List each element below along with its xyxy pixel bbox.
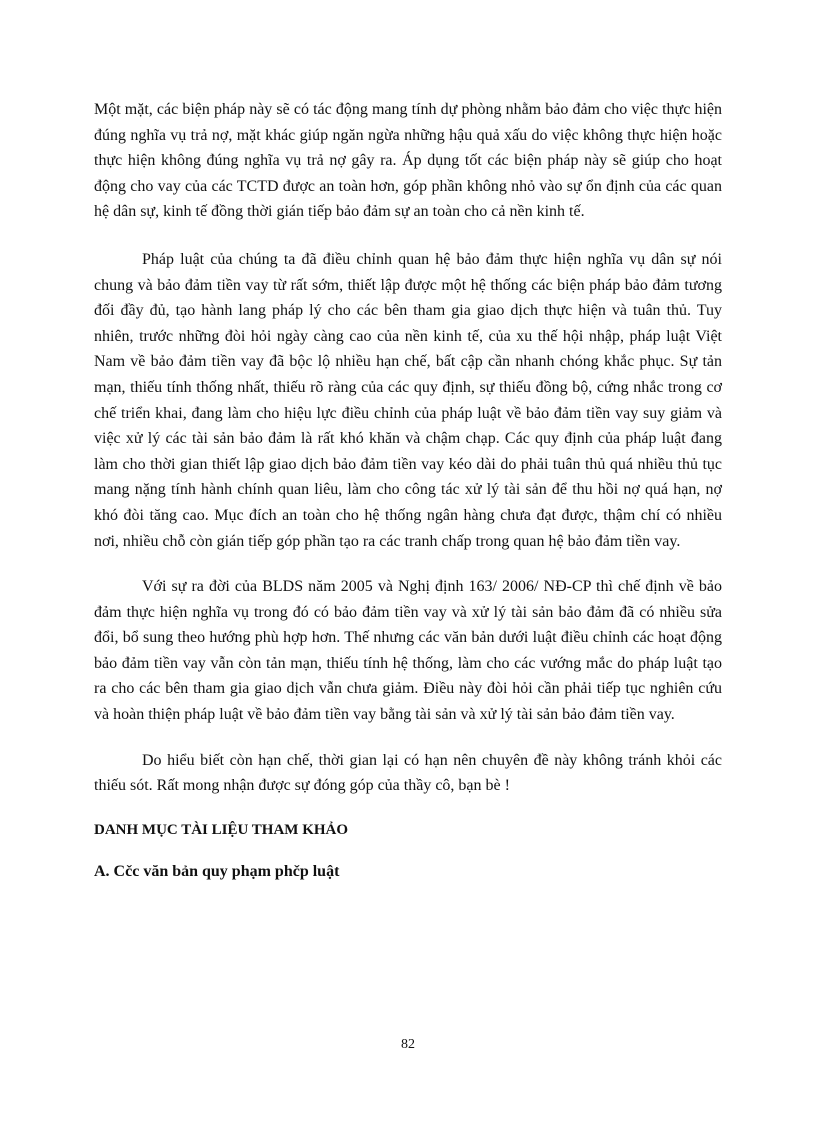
body-paragraph-1: Một mặt, các biện pháp này sẽ có tác động mang tính dự phòng nhằm bảo đảm cho việc thực hiện đúng nghĩa vụ trả nợ, mặt khác giúp ngăn ngừa những hậu quả xấu do việc không thực hiện hoặc thực hiện không đúng nghĩa vụ trả nợ gây ra. Áp dụng tốt các biện pháp này sẽ giúp cho hoạt động cho vay của các TCTD được an toàn hơn, góp phần không nhỏ vào sự ổn định của các quan hệ dân sự, kinh tế đồng thời gián tiếp bảo đảm sự an toàn cho cả nền kinh tế. (94, 101, 722, 221)
page-number: 82 (401, 1037, 415, 1052)
section-a-heading: A. Cčc văn bản quy phạm phčp luật (94, 862, 340, 880)
document-page (94, 97, 722, 883)
references-heading: DANH MỤC TÀI LIỆU THAM KHẢO (94, 821, 349, 838)
body-paragraph-3: Với sự ra đời của BLDS năm 2005 và Nghị định 163/ 2006/ NĐ-CP thì chế định về bảo đảm thực hiện nghĩa vụ trong đó có bảo đảm tiền vay và xử lý tài sản bảo đảm đã có nhiều sửa đổi, bổ sung theo hướng phù hợp hơn. Thế nhưng các văn bản dưới luật điều chỉnh các hoạt động bảo đảm tiền vay vẫn còn tản mạn, thiếu tính hệ thống, làm cho các vướng mắc do pháp luật tạo ra cho các bên tham gia giao dịch vẫn chưa giảm. Điều này đòi hỏi cần phải tiếp tục nghiên cứu và hoàn thiện pháp luật về bảo đảm tiền vay bằng tài sản và xử lý tài sản bảo đảm tiền vay. (94, 578, 722, 724)
body-paragraph-4: Do hiểu biết còn hạn chế, thời gian lại có hạn nên chuyên đề này không tránh khỏi các thiếu sót. Rất mong nhận được sự đóng góp của thầy cô, bạn bè ! (94, 751, 722, 795)
body-paragraph-2: Pháp luật của chúng ta đã điều chỉnh quan hệ bảo đảm thực hiện nghĩa vụ dân sự nói chung và bảo đảm tiền vay từ rất sớm, thiết lập được một hệ thống các biện pháp bảo đảm tương đối đầy đủ, tạo hành lang pháp lý cho các bên tham gia giao dịch thực hiện và tuân thủ. Tuy nhiên, trước những đòi hỏi ngày càng cao của nền kinh tế, của xu thế hội nhập, pháp luật Việt Nam về bảo đảm tiền vay đã bộc lộ nhiều hạn chế, bất cập cần nhanh chóng khắc phục. Sự tản mạn, thiếu tính thống nhất, thiếu rõ ràng của các quy định, sự thiếu đồng bộ, cứng nhắc trong cơ chế triển khai, đang làm cho hiệu lực điều chỉnh của pháp luật về bảo đảm tiền vay suy giảm và việc xử lý các tài sản bảo đảm là rất khó khăn và chậm chạp. Các quy định của pháp luật đang làm cho thời gian thiết lập giao dịch bảo đảm tiền vay kéo dài do phải tuân thủ quá nhiều thủ tục mang nặng tính hành chính quan liêu, làm cho công tác xử lý tài sản để thu hồi nợ quá hạn, nợ khó đòi tăng cao. Mục đích an toàn cho hệ thống ngân hàng chưa đạt được, thậm chí có nhiều nơi, nhiều chỗ còn gián tiếp góp phần tạo ra các tranh chấp trong quan hệ bảo đảm tiền vay. (94, 250, 722, 550)
